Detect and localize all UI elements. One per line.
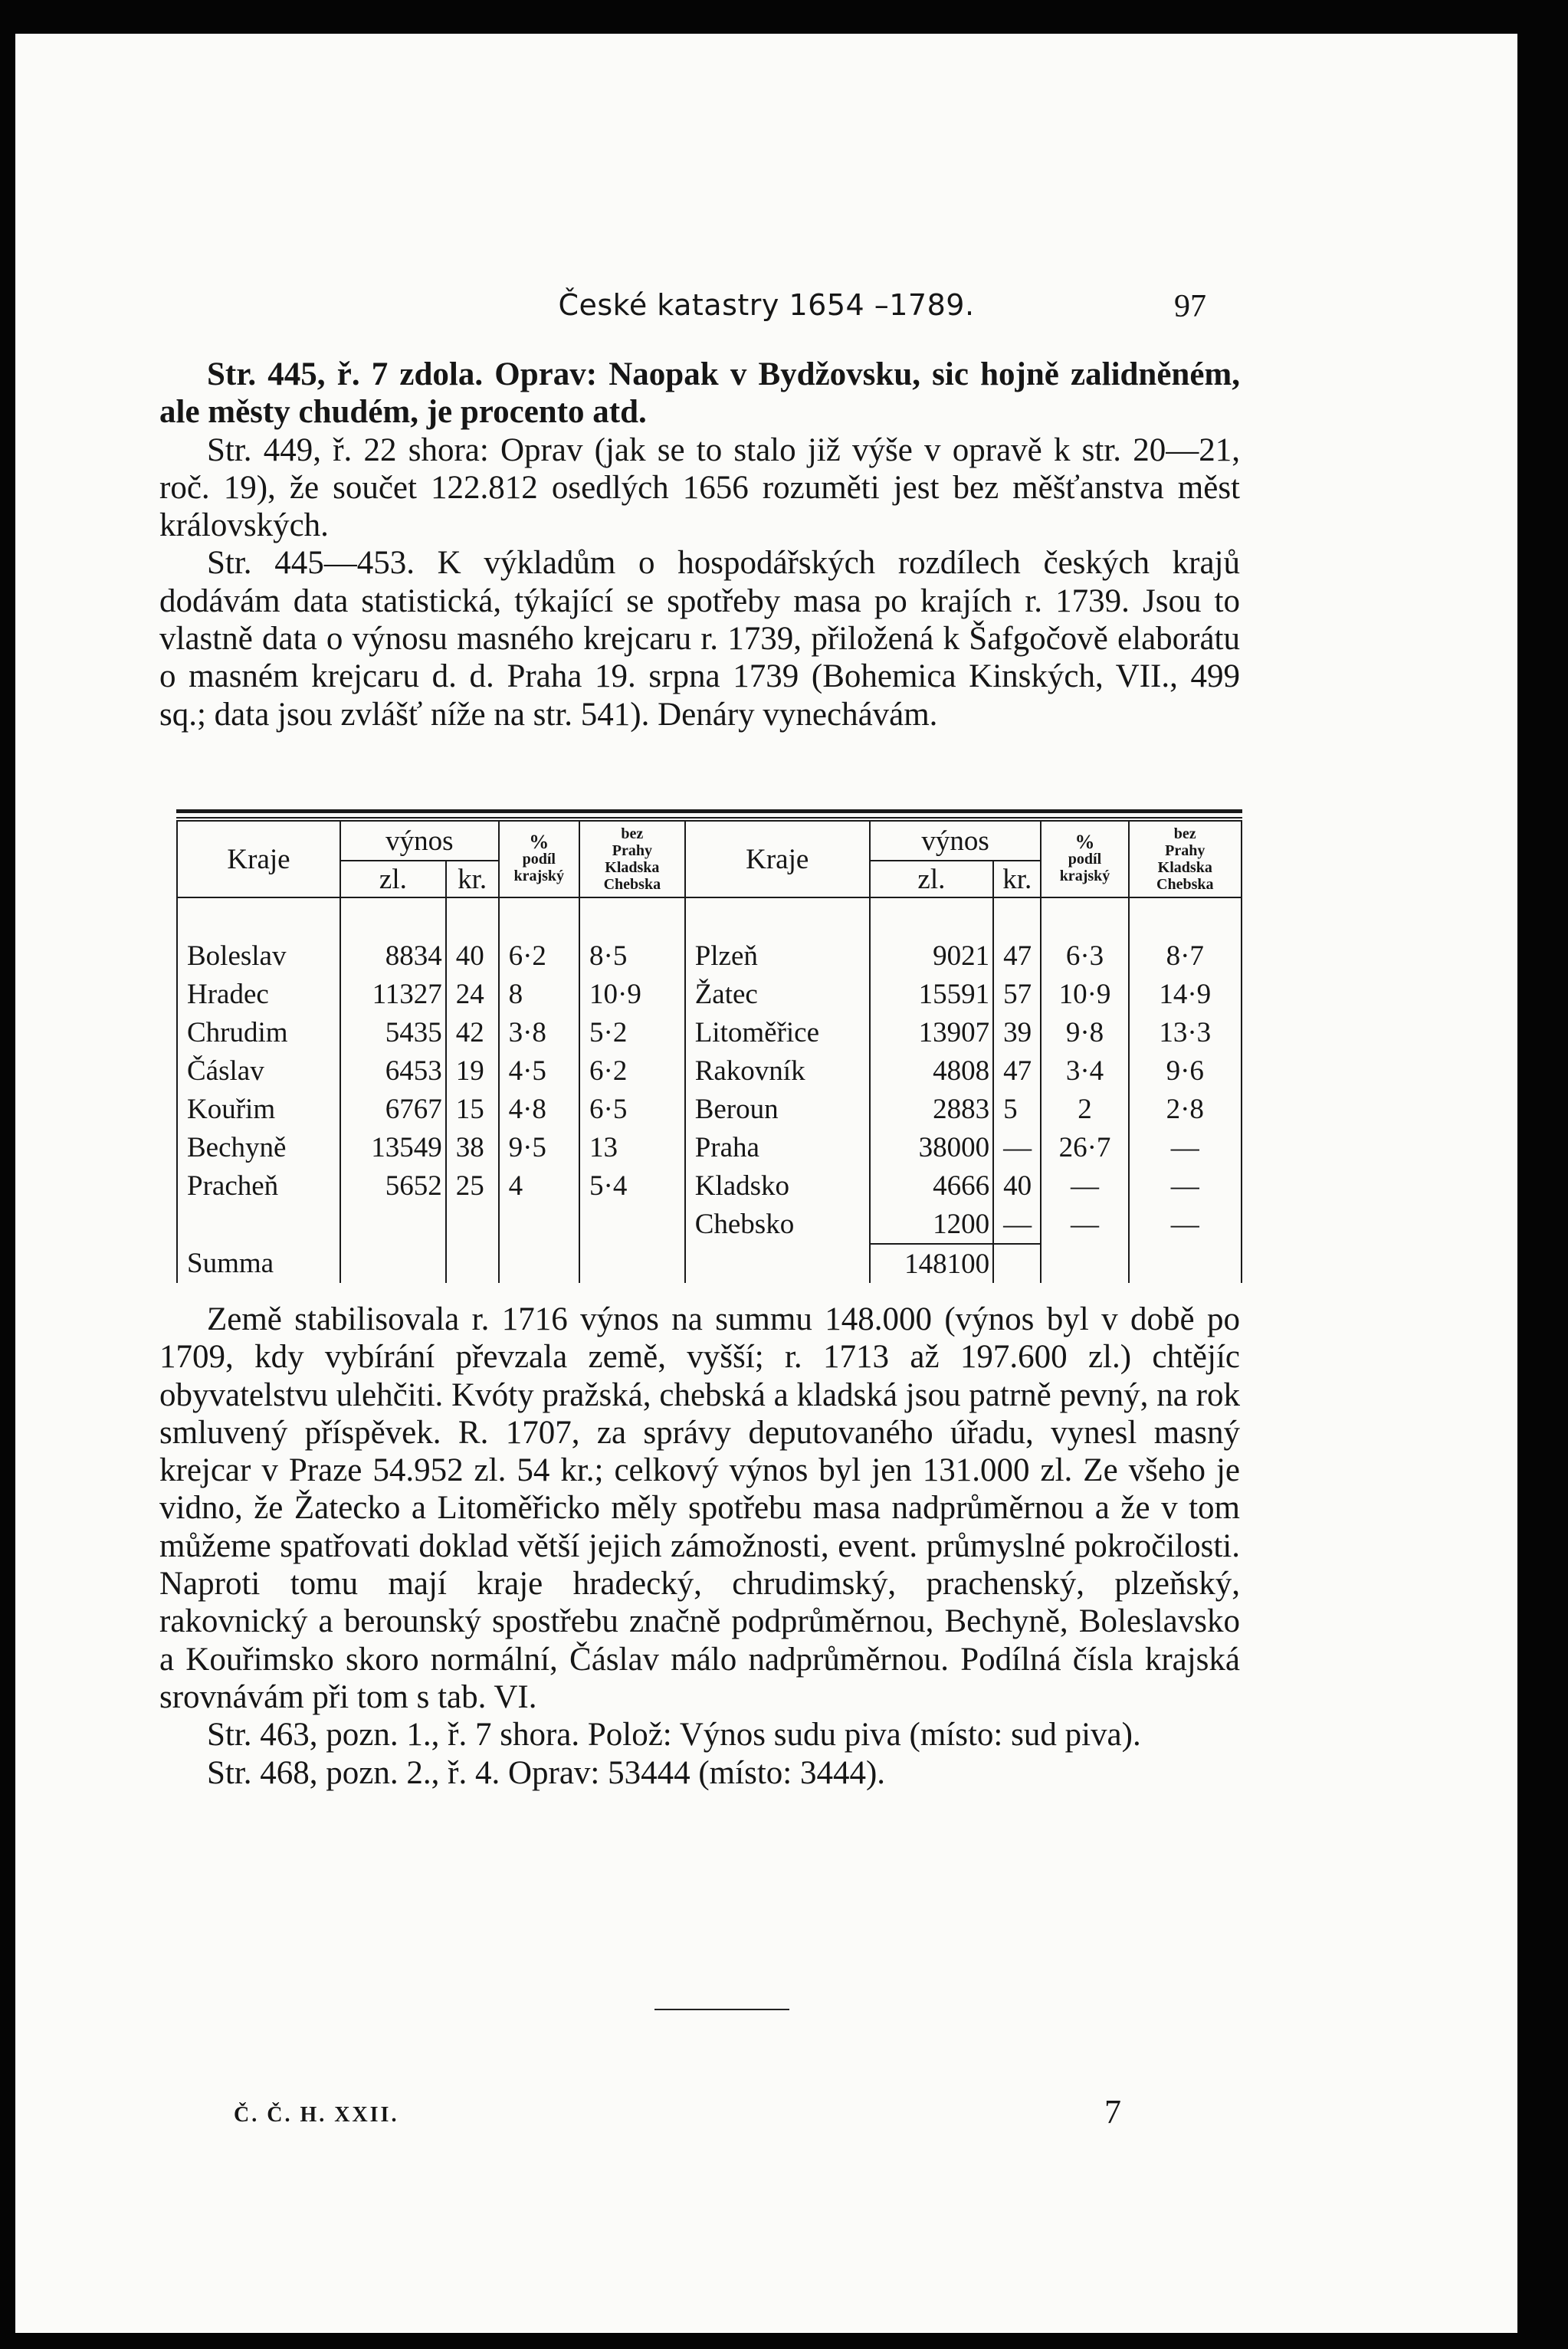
cell-kr: 25	[446, 1166, 499, 1205]
cell-bez: 10·9	[579, 975, 685, 1013]
col-kraje-2: Kraje	[685, 821, 870, 897]
cell-zl: 4808	[870, 1051, 993, 1090]
cell-kr: 47	[993, 937, 1041, 975]
col-podil	[499, 821, 579, 897]
running-title: České katastry 1654 –1789.	[558, 288, 975, 322]
cell-kraj: Pracheň	[177, 1166, 340, 1205]
meat-tax-table	[176, 820, 1242, 1283]
cell-bez: 6·2	[579, 1051, 685, 1090]
col-bez	[579, 821, 685, 897]
cell-podil: 6·3	[1041, 937, 1128, 975]
summa-value: 148100	[870, 1244, 993, 1283]
cell-zl: 13549	[340, 1128, 446, 1166]
paragraph: Str. 449, ř. 22 shora: Oprav (jak se to stalo již výše v opravě k str. 20—21, roč. 19), že součet 122.812 osedlých 1656 rozuměti jest bez měšťanstva měst královských.	[159, 431, 1240, 544]
cell-podil: —	[1041, 1205, 1128, 1244]
cell-kraj: Hradec	[177, 975, 340, 1013]
cell-zl: 2883	[870, 1090, 993, 1128]
paragraph: Str. 463, pozn. 1., ř. 7 shora. Polož: Výnos sudu piva (místo: sud piva).	[207, 1717, 1141, 1754]
cell-zl: 13907	[870, 1013, 993, 1051]
cell-kraj	[177, 1205, 340, 1244]
col-kr-2: kr.	[993, 861, 1041, 897]
summa-row	[177, 1244, 1242, 1283]
cell-bez: 8·5	[579, 937, 685, 975]
col-kr: kr.	[446, 861, 499, 897]
cell-kraj: Litoměřice	[685, 1013, 870, 1051]
cell-zl	[340, 1205, 446, 1244]
cell-bez: —	[1129, 1128, 1242, 1166]
cell-podil: 4·5	[499, 1051, 579, 1090]
col-bez-line: Prahy	[1165, 842, 1206, 859]
col-bez-line: Prahy	[612, 842, 652, 859]
cell-kraj: Praha	[685, 1128, 870, 1166]
table-row	[177, 1205, 1242, 1244]
table-row	[177, 1013, 1242, 1051]
cell-kraj: Čáslav	[177, 1051, 340, 1090]
cell-zl: 6453	[340, 1051, 446, 1090]
cell-kraj: Bechyně	[177, 1128, 340, 1166]
sheet-number: 7	[1104, 2093, 1121, 2131]
cell-bez: 6·5	[579, 1090, 685, 1128]
cell-kraj: Kladsko	[685, 1166, 870, 1205]
cell-bez: 13·3	[1129, 1013, 1242, 1051]
col-bez-line: bez	[1173, 825, 1196, 842]
paragraph: Země stabilisovala r. 1716 výnos na summu 148.000 (výnos byl v době po 1709, kdy vybírání převzala země, vyšší; r. 1713 až 197.600 zl.) chtějíc obyvatelstvu ulehčiti. Kvóty pražská, chebská a kladská jsou patrně pevný, na rok smluvený příspěvek. R. 1707, za správy deputovaného úřadu, vynesl masný krejcar v Praze 54.952 zl. 54 kr.; celkový výnos byl jen 131.000 zl. Ze všeho je vidno, že Žatecko a Litoměřicko měly spotřebu masa nadprůměrnou a že v tom můžeme spatřovati doklad větší jejich zámožnosti, event. průmyslné pokročilosti. Naproti tomu mají kraje hradecký, chrudimský, prachenský, plzeňský, rakovnický a berounský spostřebu značně podprůměrnou, Bechyně, Boleslavsko a Kouřimsko skoro normální, Čáslav málo nadprůměrnou. Podílná čísla krajská srovnávám při tom s tab. VI.	[159, 1301, 1240, 1715]
cell-kraj: Boleslav	[177, 937, 340, 975]
col-bez-2	[1129, 821, 1242, 897]
summa-label: Summa	[177, 1244, 340, 1283]
col-bez-line: Kladska	[1157, 859, 1212, 876]
cell-kr: 15	[446, 1090, 499, 1128]
cell-kr: 40	[993, 1166, 1041, 1205]
cell-zl: 5435	[340, 1013, 446, 1051]
col-zl-2: zl.	[870, 861, 993, 897]
col-podil-2	[1041, 821, 1128, 897]
page	[15, 34, 1517, 2333]
page-number: 97	[1174, 289, 1206, 324]
col-bez-line: Kladska	[605, 859, 660, 876]
cell-podil: 9·5	[499, 1128, 579, 1166]
cell-podil: 3·4	[1041, 1051, 1128, 1090]
table-row	[177, 1090, 1242, 1128]
cell-kr: 57	[993, 975, 1041, 1013]
col-bez-line: bez	[621, 825, 644, 842]
table-top-rule	[176, 809, 1242, 813]
cell-zl: 4666	[870, 1166, 993, 1205]
cell-kr: —	[993, 1128, 1041, 1166]
cell-zl: 5652	[340, 1166, 446, 1205]
col-podil-label: podíl	[522, 851, 556, 868]
table-row	[177, 937, 1242, 975]
cell-bez: —	[1129, 1205, 1242, 1244]
col-podil-label: podíl	[1068, 851, 1102, 868]
cell-podil	[499, 1205, 579, 1244]
cell-kr	[446, 1205, 499, 1244]
cell-bez: 2·8	[1129, 1090, 1242, 1128]
table-row	[177, 975, 1242, 1013]
col-bez-line: Chebska	[1156, 876, 1214, 893]
closing-text	[159, 1301, 1240, 1792]
col-bez-line: Chebska	[603, 876, 661, 893]
cell-bez: 8·7	[1129, 937, 1242, 975]
cell-kraj: Plzeň	[685, 937, 870, 975]
cell-zl: 6767	[340, 1090, 446, 1128]
table-row	[177, 1051, 1242, 1090]
col-podil-pct: %	[1074, 831, 1095, 853]
cell-kr: —	[993, 1205, 1041, 1244]
cell-podil: 9·8	[1041, 1013, 1128, 1051]
cell-kr: 40	[446, 937, 499, 975]
cell-zl: 9021	[870, 937, 993, 975]
cell-kr: 38	[446, 1128, 499, 1166]
paragraph: Str. 445, ř. 7 zdola. Oprav: Naopak v Bydžovsku, sic hojně zalidněném, ale městy chudém, je procento atd.	[159, 356, 1240, 431]
cell-kr: 24	[446, 975, 499, 1013]
intro-text	[159, 356, 1240, 733]
col-podil-sub: krajský	[513, 868, 565, 884]
col-vynos-2: výnos	[870, 821, 1042, 861]
cell-bez: 13	[579, 1128, 685, 1166]
cell-bez: 9·6	[1129, 1051, 1242, 1090]
cell-kr: 47	[993, 1051, 1041, 1090]
running-header	[15, 281, 1517, 326]
table-row	[177, 1166, 1242, 1205]
cell-podil: 6·2	[499, 937, 579, 975]
cell-podil: —	[1041, 1166, 1128, 1205]
col-zl: zl.	[340, 861, 446, 897]
cell-zl: 38000	[870, 1128, 993, 1166]
cell-kraj: Beroun	[685, 1090, 870, 1128]
cell-bez: 5·4	[579, 1166, 685, 1205]
col-podil-pct: %	[529, 831, 549, 853]
paragraph: Str. 468, pozn. 2., ř. 4. Oprav: 53444 (místo: 3444).	[207, 1754, 886, 1791]
cell-bez	[579, 1205, 685, 1244]
cell-kraj: Rakovník	[685, 1051, 870, 1090]
cell-bez: 14·9	[1129, 975, 1242, 1013]
col-podil-sub: krajský	[1059, 868, 1110, 884]
table-row	[177, 1128, 1242, 1166]
col-vynos: výnos	[340, 821, 499, 861]
cell-kraj: Chebsko	[685, 1205, 870, 1244]
cell-podil: 10·9	[1041, 975, 1128, 1013]
paragraph: Str. 445—453. K výkladům o hospodářských rozdílech českých krajů dodávám data statistická, týkající se spotřeby masa po krajích r. 1739. Jsou to vlastně data o výnosu masného krejcaru r. 1739, přiložená k Šafgočově elaborátu o masném krejcaru d. d. Praha 19. srpna 1739 (Bohemica Kinských, VII., 499 sq.; data jsou zvlášť níže na str. 541). Denáry vynechávám.	[159, 545, 1240, 733]
cell-zl: 11327	[340, 975, 446, 1013]
cell-podil: 8	[499, 975, 579, 1013]
table-top-rule-thin	[176, 817, 1242, 819]
cell-bez: 5·2	[579, 1013, 685, 1051]
cell-zl: 1200	[870, 1205, 993, 1244]
cell-kr: 5	[993, 1090, 1041, 1128]
cell-podil: 3·8	[499, 1013, 579, 1051]
cell-bez: —	[1129, 1166, 1242, 1205]
cell-podil: 26·7	[1041, 1128, 1128, 1166]
cell-kr: 39	[993, 1013, 1041, 1051]
cell-podil: 4·8	[499, 1090, 579, 1128]
cell-kraj: Žatec	[685, 975, 870, 1013]
cell-podil: 2	[1041, 1090, 1128, 1128]
closing-rule	[654, 2009, 789, 2010]
cell-zl: 15591	[870, 975, 993, 1013]
cell-kraj: Kouřim	[177, 1090, 340, 1128]
printer-signature: Č. Č. H. XXII.	[234, 2103, 399, 2127]
col-kraje: Kraje	[177, 821, 340, 897]
cell-zl: 8834	[340, 937, 446, 975]
cell-kraj: Chrudim	[177, 1013, 340, 1051]
cell-kr: 19	[446, 1051, 499, 1090]
cell-podil: 4	[499, 1166, 579, 1205]
cell-kr: 42	[446, 1013, 499, 1051]
